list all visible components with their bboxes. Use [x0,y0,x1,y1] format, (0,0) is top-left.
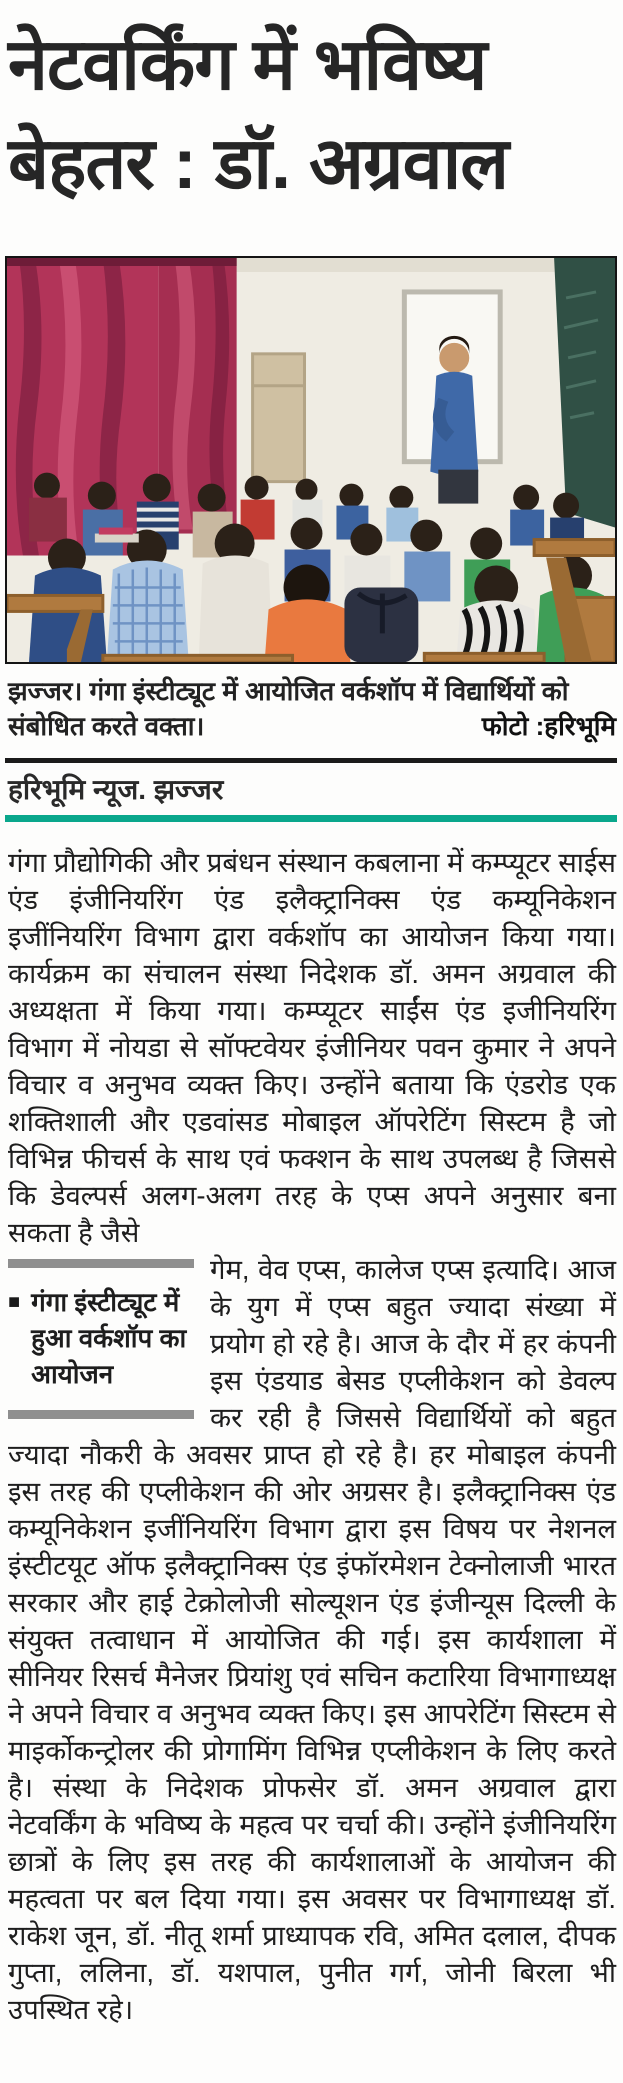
byline: हरिभूमि न्यूज. झज्जर [8,774,224,806]
pullquote-box [8,1259,194,1419]
photo-caption [8,674,616,744]
photo-credit: फोटो :हरिभूमि [481,711,616,742]
article-body [8,844,616,2028]
divider-black-rule [5,758,617,763]
headline-line-2: बेहतर : डॉ. अग्रवाल [8,124,509,204]
caption-text: गंगा इंस्टीट्यूट में आयोजित वर्कशॉप में विद्यार्थियों को संबोधित करते वक्ता। [8,676,569,742]
classroom-photo [5,256,617,664]
divider-teal-rule [5,815,617,822]
square-bullet-icon: ■ [8,1291,21,1314]
classroom-photo-illustration [7,258,615,662]
headline-line-1: नेटवर्किंग में भविष्य [8,25,487,105]
body-paragraph-1: गंगा प्रौद्योगिकी और प्रबंधन संस्थान कबलाना में कम्प्यूटर साईस एंड इंजीनियरिंग एंड इलैक्ट्रानिक्स एंड कम्यूनिकेशन इजींनियरिंग विभाग द्वारा वर्कशॉप का आयोजन किया गया। कार्यक्रम का संचालन संस्था निदेशक डॉ. अमन अग्रवाल की अध्यक्षता में किया गया। कम्प्यूटर साईंस एंड इजीनियरिंग विभाग में नोयडा से सॉफ्टवेयर इंजीनियर पवन कुमार ने अपने विचार व अनुभव व्यक्त किए। उन्होंने बताया कि एंडरोड एक शक्तिशाली और एडवांसड मोबाइल ऑपरेटिंग सिस्टम है जो विभिन्न फीचर्स के साथ एवं फक्शन के साथ उपलब्ध है जिससे कि डेवल्पर्स अलग-अलग तरह के एप्स अपने अनुसार बना सकता है जैसे [8,847,616,1249]
pullquote-text: गंगा इंस्टीट्यूट में हुआ वर्कशॉप का आयोजन [31,1287,187,1390]
body-flow-with-pullquote [8,1251,616,2028]
body-paragraph-2: गेम, वेव एप्स, कालेज एप्स इत्यादि। आज के युग में एप्स बहुत ज्यादा संख्या में प्रयोग हो रहे है। आज के दौर में हर कंपनी इस एंडयाड बेसड एप्लीकेशन को डेवल्प कर रही है जिससे विद्यार्थियों को बहुत ज्यादा नौकरी के अवसर प्राप्त हो रहे है। हर मोबाइल कंपनी इस तरह की एप्लीकेशन की ओर अग्रसर है। इलैक्ट्रानिक्स एंड कम्यूनिकेशन इजींनियरिंग विभाग द्वारा इस विषय पर नेशनल इंस्टीटयूट ऑफ इलैक्ट्रानिक्स एंड इंफॉरमेशन टेक्नोलाजी भारत सरकार और हाई टेक्रोलोजी सोल्यूशन एंड इंजीन्यूस दिल्ली के संयुक्त तत्वाधान में आयोजित की गई। इस कार्यशाला में सीनियर रिसर्च मैनेजर प्रियांशु एवं सचिन कटारिया विभागाध्यक्ष ने अपने विचार व अनुभव व्यक्त किए। इस आपरेटिंग सिस्टम से माइर्कोकन्ट्रोलर की प्रोगामिंग विभिन्न एप्लीकेशन के लिए करते है। संस्था के निदेशक प्रोफसेर डॉ. अमन अग्रवाल द्वारा नेटवर्किंग के भविष्य के महत्व पर चर्चा की। उन्होंने इंजीनियरिंग छात्रों के लिए इस तरह की कार्यशालाओं के आयोजन की महत्वता पर बल दिया गया। इस अवसर पर विभागाध्यक्ष डॉ. राकेश जून, डॉ. नीतू शर्मा प्राध्यापक रवि, अमित दलाल, दीपक गुप्ता, ललिना, डॉ. यशपाल, पुनीत गर्ग, जोनी बिरला भी उपस्थित रहे। [8,1254,616,2026]
article-headline [0,0,623,214]
caption-dateline: झज्जर। [8,676,83,707]
